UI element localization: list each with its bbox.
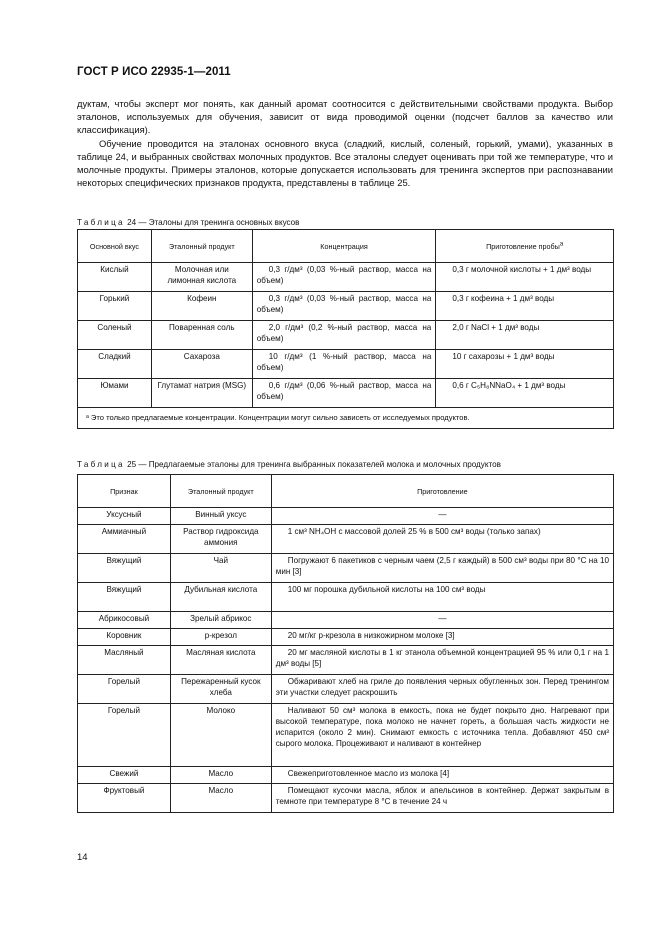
table-25-cell-attribute: Горелый — [78, 675, 171, 704]
table-24-header-taste: Основной вкус — [78, 230, 152, 263]
table-25-cell-preparation: — — [271, 508, 613, 525]
table-24-cell-concentration: 10 г/дм³ (1 %-ный раствор, масса на объем) — [252, 350, 436, 379]
table-24-header-product: Эталонный продукт — [151, 230, 252, 263]
table-24-header-row — [78, 230, 614, 263]
table-25-caption-text: 25 — Предлагаемые эталоны для тренинга выбранных показателей молока и молочных продуктов — [127, 460, 501, 469]
table-row — [78, 554, 614, 583]
table-25-cell-preparation: Свежеприготовленное масло из молока [4] — [271, 767, 613, 784]
table-24-caption-word: Таблица — [77, 218, 125, 227]
table-25-cell-product: Чай — [170, 554, 271, 583]
table-25-cell-product: Молоко — [170, 704, 271, 767]
table-row — [78, 321, 614, 350]
table-row — [78, 612, 614, 629]
table-25-cell-attribute: Фруктовый — [78, 784, 171, 813]
table-row — [78, 292, 614, 321]
table-25-cell-preparation: — — [271, 612, 613, 629]
table-24-footnote-row — [78, 408, 614, 429]
table-25-caption-word: Таблица — [77, 460, 125, 469]
table-24-header-concentration: Концентрация — [252, 230, 436, 263]
table-row — [78, 583, 614, 612]
table-25-cell-product: р-крезол — [170, 629, 271, 646]
table-row — [78, 525, 614, 554]
table-24-cell-preparation: 0,6 г C₅H₈NNaO₄ + 1 дм³ воды — [436, 379, 614, 408]
table-24-cell-taste: Соленый — [78, 321, 152, 350]
table-24 — [77, 229, 614, 429]
table-25-cell-product: Масло — [170, 784, 271, 813]
table-24-cell-product: Глутамат натрия (MSG) — [151, 379, 252, 408]
document-header: ГОСТ Р ИСО 22935-1—2011 — [77, 66, 231, 78]
table-25-header-preparation: Приготовление — [271, 475, 613, 508]
table-25-cell-preparation: Погружают 6 пакетиков с черным чаем (2,5 г каждый) в 500 см³ воды при 80 °С на 10 мин [3] — [271, 554, 613, 583]
table-25-cell-preparation: 1 см³ NH₄OH с массовой долей 25 % в 500 см³ воды (только запах) — [271, 525, 613, 554]
table-25-cell-product: Винный уксус — [170, 508, 271, 525]
table-24-footnote-mark: a — [559, 241, 564, 248]
table-25-cell-attribute: Масляный — [78, 646, 171, 675]
table-24-cell-preparation: 0,3 г молочной кислоты + 1 дм³ воды — [436, 263, 614, 292]
table-24-cell-product: Поваренная соль — [151, 321, 252, 350]
table-25-cell-product: Дубильная кислота — [170, 583, 271, 612]
table-24-cell-taste: Горький — [78, 292, 152, 321]
table-24-cell-taste: Сладкий — [78, 350, 152, 379]
table-24-cell-product: Кофеин — [151, 292, 252, 321]
table-25-cell-preparation: Наливают 50 см³ молока в емкость, пока не будет покрыто дно. Нагревают при высокой температуре, пока молоко не начнет гореть, а большая часть жидкости не испарится (около 2 мин). Снимают емкость с источника тепла. Добавляют 450 см³ сырого молока. Процеживают и наливают в контейнер — [271, 704, 613, 767]
table-25-cell-attribute: Уксусный — [78, 508, 171, 525]
table-25-cell-attribute: Абрикосовый — [78, 612, 171, 629]
table-row — [78, 263, 614, 292]
table-25-cell-attribute: Вяжущий — [78, 554, 171, 583]
table-row — [78, 767, 614, 784]
table-24-header-preparation — [436, 230, 614, 263]
table-25-cell-preparation: Обжаривают хлеб на гриле до появления черных обугленных зон. Перед тренингом эти участки следует раскрошить — [271, 675, 613, 704]
table-25-cell-preparation: Помещают кусочки масла, яблок и апельсинов в контейнер. Держат закрытым в темноте при температуре 8 °С в течение 24 ч — [271, 784, 613, 813]
table-25-cell-preparation: 20 мг масляной кислоты в 1 кг этанола объемной концентрацией 95 % или 0,1 г на 1 дм³ воды [5] — [271, 646, 613, 675]
table-24-header-preparation-label: Приготовление пробы — [486, 241, 560, 251]
table-25-cell-attribute: Свежий — [78, 767, 171, 784]
table-25-cell-product: Масло — [170, 767, 271, 784]
table-24-cell-preparation: 0,3 г кофеина + 1 дм³ воды — [436, 292, 614, 321]
table-25-cell-product: Пережаренный кусок хлеба — [170, 675, 271, 704]
table-24-cell-concentration: 0,6 г/дм³ (0,06 %-ный раствор, масса на объем) — [252, 379, 436, 408]
table-25-cell-attribute: Коровник — [78, 629, 171, 646]
table-24-cell-product: Сахароза — [151, 350, 252, 379]
table-row — [78, 784, 614, 813]
intro-paragraph-1: дуктам, чтобы эксперт мог понять, как данный аромат соотносится с действительными свойствами продукта. Выбор эталонов, используемых для обучения, зависит от вида проводимой оценки (подсчет баллов за качество или классификация). — [77, 98, 613, 136]
table-25-header-product: Эталонный продукт — [170, 475, 271, 508]
table-25-cell-preparation: 20 мг/кг р-крезола в низкожирном молоке [3] — [271, 629, 613, 646]
table-25-cell-product: Зрелый абрикос — [170, 612, 271, 629]
table-row — [78, 508, 614, 525]
table-24-cell-concentration: 0,3 г/дм³ (0,03 %-ный раствор, масса на объем) — [252, 263, 436, 292]
table-25-cell-product: Масляная кислота — [170, 646, 271, 675]
table-row — [78, 379, 614, 408]
table-row — [78, 646, 614, 675]
table-24-caption-text: 24 — Эталоны для тренинга основных вкусов — [127, 218, 300, 227]
table-25-cell-product: Раствор гидроксида аммония — [170, 525, 271, 554]
intro-paragraph-2: Обучение проводится на эталонах основного вкуса (сладкий, кислый, соленый, горький, умами), указанных в таблице 24, и выбранных свойствах молочных продуктов. Все эталоны следует оценивать при той же температуре, что и молочные продукты. Примеры эталонов, которые допускается использовать для тренинга экспертов при распознавании некоторых специфических признаков продукта, представлены в таблице 25. — [77, 137, 613, 189]
table-25-cell-attribute: Аммиачный — [78, 525, 171, 554]
table-row — [78, 704, 614, 767]
intro-text — [77, 97, 613, 189]
page-number: 14 — [77, 852, 88, 863]
table-25 — [77, 474, 614, 813]
table-row — [78, 350, 614, 379]
table-25-header-row — [78, 475, 614, 508]
table-25-cell-attribute: Горелый — [78, 704, 171, 767]
table-24-cell-concentration: 0,3 г/дм³ (0,03 %-ный раствор, масса на объем) — [252, 292, 436, 321]
table-25-header-attribute: Признак — [78, 475, 171, 508]
table-25-cell-attribute: Вяжущий — [78, 583, 171, 612]
table-24-cell-preparation: 2,0 г NaCl + 1 дм³ воды — [436, 321, 614, 350]
table-24-cell-taste: Юмами — [78, 379, 152, 408]
table-24-footnote: ᵃ Это только предлагаемые концентрации. Концентрации могут сильно зависеть от исследуемых продуктов. — [78, 408, 614, 429]
table-row — [78, 629, 614, 646]
table-25-cell-preparation: 100 мг порошка дубильной кислоты на 100 см³ воды — [271, 583, 613, 612]
table-row — [78, 675, 614, 704]
table-24-cell-preparation: 10 г сахарозы + 1 дм³ воды — [436, 350, 614, 379]
table-24-caption — [77, 218, 299, 227]
table-25-caption — [77, 460, 501, 469]
table-24-cell-concentration: 2,0 г/дм³ (0,2 %-ный раствор, масса на объем) — [252, 321, 436, 350]
table-24-cell-product: Молочная или лимонная кислота — [151, 263, 252, 292]
table-24-cell-taste: Кислый — [78, 263, 152, 292]
